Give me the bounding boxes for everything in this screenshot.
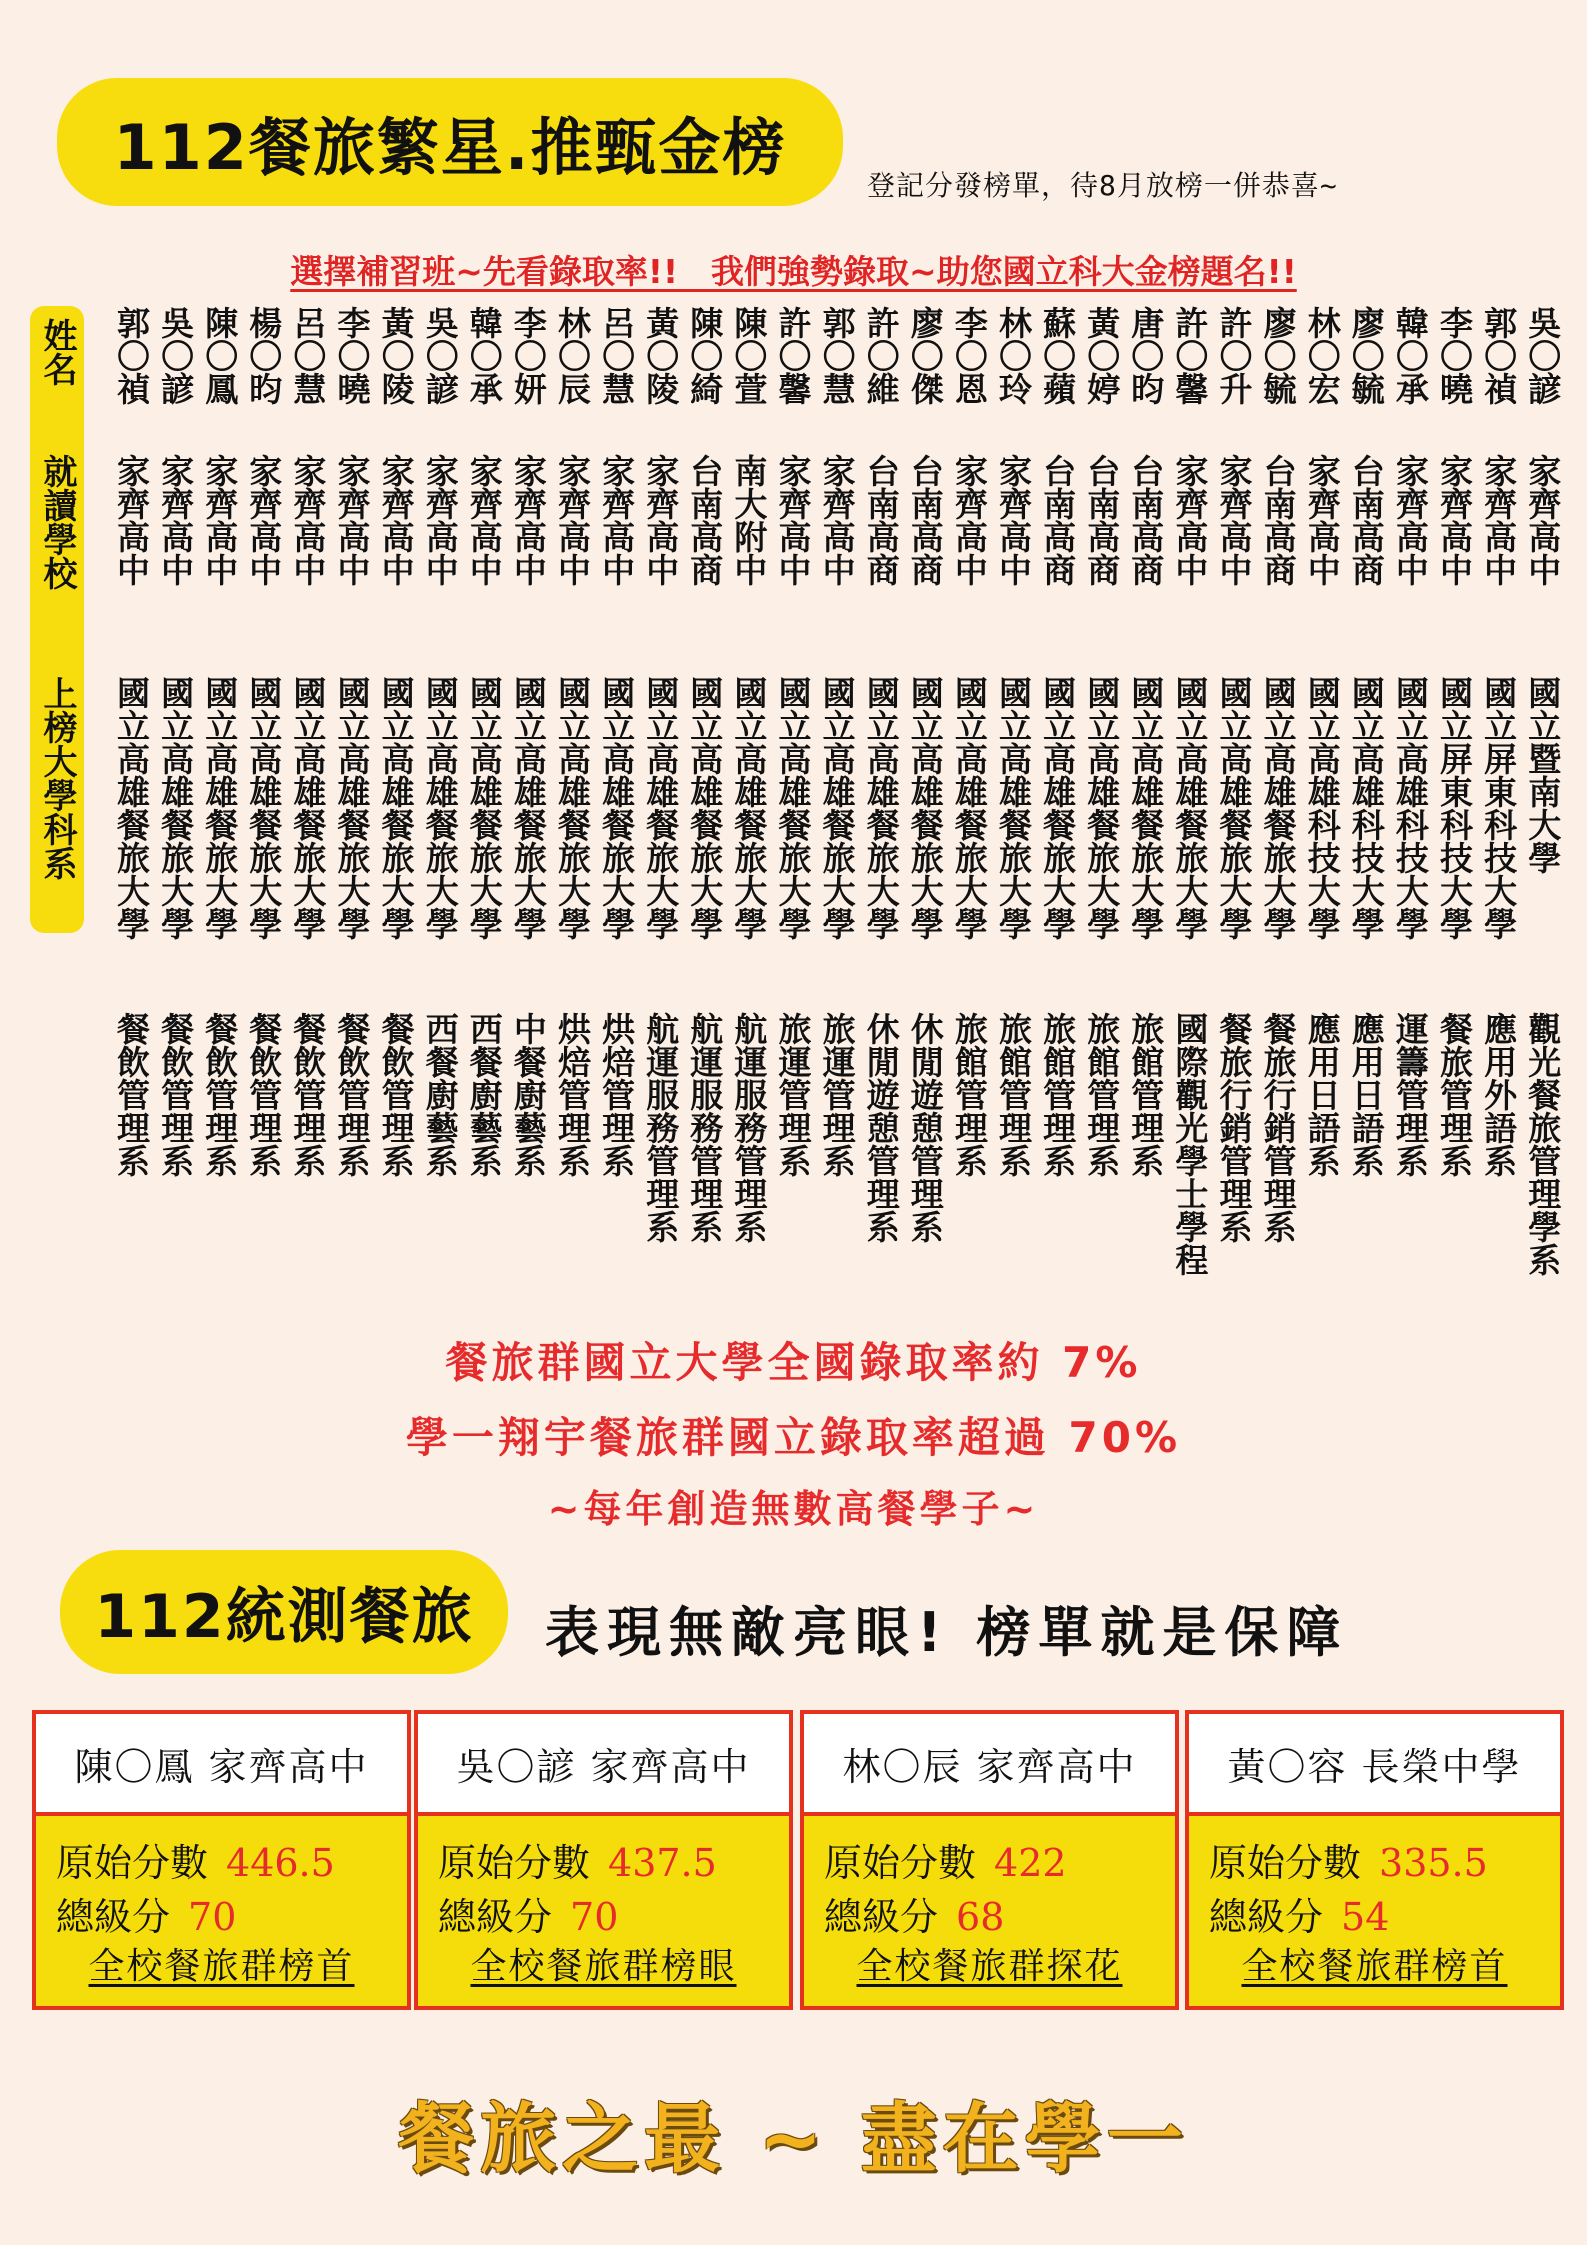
score-card-body bbox=[1189, 1816, 1560, 2006]
student-name: 吳〇諺 bbox=[1523, 306, 1563, 405]
side-label-university: 上榜大學科系 bbox=[37, 676, 77, 880]
student-department: 西餐廚藝系 bbox=[420, 1012, 460, 1177]
honor-label: 全校餐旅群榜首 bbox=[88, 1946, 355, 1987]
student-university: 國立高雄科技大學 bbox=[1346, 676, 1386, 940]
side-label-name: 姓名 bbox=[37, 318, 77, 386]
student-university: 國立高雄科技大學 bbox=[1390, 676, 1430, 940]
student-department: 應用日語系 bbox=[1302, 1012, 1342, 1177]
level-score-row: 總級分 68 bbox=[824, 1895, 1005, 1939]
student-school: 家齊高中 bbox=[156, 454, 196, 586]
side-label-bar bbox=[30, 306, 84, 933]
student-name: 李〇妍 bbox=[508, 306, 548, 405]
subtitle: 登記分發榜單，待8月放榜一併恭喜~ bbox=[867, 169, 1338, 202]
student-school: 家齊高中 bbox=[200, 454, 240, 586]
student-school: 家齊高中 bbox=[1435, 454, 1474, 586]
student-university: 國立高雄科技大學 bbox=[1302, 676, 1342, 940]
student-department: 應用日語系 bbox=[1346, 1012, 1386, 1177]
student-school: 家齊高中 bbox=[1479, 454, 1519, 586]
student-university: 國立高雄餐旅大學 bbox=[861, 676, 901, 940]
student-university: 國立高雄餐旅大學 bbox=[949, 676, 989, 940]
footer-slogan: 餐旅之最 ~ 盡在學一 bbox=[398, 2094, 1189, 2183]
score-card-header: 黃〇容 長榮中學 bbox=[1189, 1714, 1560, 1816]
student-university: 國立高雄餐旅大學 bbox=[244, 676, 284, 940]
student-name: 韓〇承 bbox=[1390, 306, 1430, 405]
student-school: 家齊高中 bbox=[949, 454, 989, 586]
student-university: 國立高雄餐旅大學 bbox=[905, 676, 945, 940]
student-name: 郭〇慧 bbox=[817, 306, 857, 405]
honor-label: 全校餐旅群榜眼 bbox=[470, 1946, 737, 1987]
student-university: 國立高雄餐旅大學 bbox=[553, 676, 592, 940]
student-school: 台南高商 bbox=[1082, 454, 1122, 586]
student-name: 郭〇禎 bbox=[1479, 306, 1519, 405]
student-department: 餐飲管理系 bbox=[332, 1012, 372, 1177]
student-department: 旅館管理系 bbox=[994, 1012, 1033, 1177]
student-name: 陳〇鳳 bbox=[200, 306, 240, 405]
student-university: 國立高雄餐旅大學 bbox=[420, 676, 460, 940]
level-score-row: 總級分 70 bbox=[56, 1895, 237, 1939]
student-department: 餐飲管理系 bbox=[156, 1012, 196, 1177]
student-school: 台南高商 bbox=[1346, 454, 1386, 586]
raw-score-row: 原始分數 422 bbox=[824, 1841, 1067, 1885]
student-name: 唐〇昀 bbox=[1126, 306, 1166, 405]
student-school: 家齊高中 bbox=[332, 454, 372, 586]
student-school: 家齊高中 bbox=[112, 454, 151, 586]
student-university: 國立高雄餐旅大學 bbox=[376, 676, 416, 940]
student-name: 李〇恩 bbox=[949, 306, 989, 405]
student-name: 林〇玲 bbox=[994, 306, 1033, 405]
side-label-school: 就讀學校 bbox=[37, 454, 77, 590]
student-name: 郭〇禎 bbox=[112, 306, 151, 405]
student-school: 家齊高中 bbox=[464, 454, 504, 586]
student-university: 國立高雄餐旅大學 bbox=[1214, 676, 1254, 940]
student-department: 旅館管理系 bbox=[1038, 1012, 1078, 1177]
student-university: 國立屏東科技大學 bbox=[1435, 676, 1474, 940]
section-title: 112統測餐旅 bbox=[60, 1550, 508, 1674]
student-department: 國際觀光學士學程 bbox=[1170, 1012, 1210, 1276]
student-name: 吳〇諺 bbox=[156, 306, 196, 405]
score-card-header: 吳〇諺 家齊高中 bbox=[418, 1714, 789, 1816]
student-university: 國立高雄餐旅大學 bbox=[729, 676, 769, 940]
student-school: 家齊高中 bbox=[817, 454, 857, 586]
student-department: 烘焙管理系 bbox=[553, 1012, 592, 1177]
student-department: 旅館管理系 bbox=[949, 1012, 989, 1177]
student-school: 家齊高中 bbox=[1214, 454, 1254, 586]
student-department: 休閒遊憩管理系 bbox=[861, 1012, 901, 1243]
score-card-body bbox=[36, 1816, 407, 2006]
student-department: 中餐廚藝系 bbox=[508, 1012, 548, 1177]
student-school: 台南高商 bbox=[1258, 454, 1298, 586]
score-card bbox=[1185, 1710, 1564, 2010]
score-card-body bbox=[418, 1816, 789, 2006]
raw-score-row: 原始分數 335.5 bbox=[1209, 1841, 1488, 1885]
student-university: 國立高雄餐旅大學 bbox=[1170, 676, 1210, 940]
student-department: 餐飲管理系 bbox=[200, 1012, 240, 1177]
student-school: 台南高商 bbox=[905, 454, 945, 586]
student-school: 家齊高中 bbox=[244, 454, 284, 586]
student-school: 家齊高中 bbox=[1170, 454, 1210, 586]
student-department: 旅館管理系 bbox=[1126, 1012, 1166, 1177]
student-name: 黃〇陵 bbox=[376, 306, 416, 405]
student-school: 家齊高中 bbox=[288, 454, 328, 586]
student-school: 南大附中 bbox=[729, 454, 769, 586]
stat-slogan: ~每年創造無數高餐學子~ bbox=[547, 1487, 1040, 1531]
score-card-header: 林〇辰 家齊高中 bbox=[804, 1714, 1175, 1816]
promo-banner: 選擇補習班~先看錄取率!! 我們強勢錄取~助您國立科大金榜題名!! bbox=[290, 252, 1297, 291]
student-university: 國立高雄餐旅大學 bbox=[200, 676, 240, 940]
raw-score-row: 原始分數 437.5 bbox=[438, 1841, 717, 1885]
student-school: 家齊高中 bbox=[1302, 454, 1342, 586]
student-university: 國立高雄餐旅大學 bbox=[112, 676, 151, 940]
student-university: 國立屏東科技大學 bbox=[1479, 676, 1519, 940]
student-department: 烘焙管理系 bbox=[597, 1012, 637, 1177]
student-school: 家齊高中 bbox=[641, 454, 681, 586]
student-name: 許〇馨 bbox=[1170, 306, 1210, 405]
student-name: 呂〇慧 bbox=[288, 306, 328, 405]
score-card bbox=[800, 1710, 1179, 2010]
stat-national-rate: 餐旅群國立大學全國錄取率約 7% bbox=[445, 1338, 1142, 1387]
student-name: 黃〇婷 bbox=[1082, 306, 1122, 405]
student-university: 國立高雄餐旅大學 bbox=[156, 676, 196, 940]
student-name: 許〇馨 bbox=[773, 306, 813, 405]
student-department: 餐旅行銷管理系 bbox=[1258, 1012, 1298, 1243]
student-university: 國立高雄餐旅大學 bbox=[994, 676, 1033, 940]
student-school: 家齊高中 bbox=[994, 454, 1033, 586]
student-name: 吳〇諺 bbox=[420, 306, 460, 405]
student-school: 台南高商 bbox=[1038, 454, 1078, 586]
student-name: 陳〇綺 bbox=[685, 306, 725, 405]
student-department: 餐飲管理系 bbox=[376, 1012, 416, 1177]
student-department: 餐飲管理系 bbox=[288, 1012, 328, 1177]
level-score-row: 總級分 54 bbox=[1209, 1895, 1390, 1939]
student-name: 韓〇承 bbox=[464, 306, 504, 405]
student-department: 航運服務管理系 bbox=[729, 1012, 769, 1243]
student-name: 楊〇昀 bbox=[244, 306, 284, 405]
stat-school-rate: 學一翔宇餐旅群國立錄取率超過 70% bbox=[405, 1413, 1182, 1462]
student-school: 家齊高中 bbox=[376, 454, 416, 586]
student-school: 家齊高中 bbox=[1523, 454, 1563, 586]
student-department: 餐飲管理系 bbox=[112, 1012, 151, 1177]
student-university: 國立高雄餐旅大學 bbox=[1082, 676, 1122, 940]
student-name: 陳〇萱 bbox=[729, 306, 769, 405]
student-name: 廖〇毓 bbox=[1346, 306, 1386, 405]
raw-score-row: 原始分數 446.5 bbox=[56, 1841, 335, 1885]
student-university: 國立高雄餐旅大學 bbox=[1126, 676, 1166, 940]
student-school: 家齊高中 bbox=[420, 454, 460, 586]
student-school: 台南高商 bbox=[685, 454, 725, 586]
student-university: 國立高雄餐旅大學 bbox=[597, 676, 637, 940]
student-name: 李〇曉 bbox=[1435, 306, 1474, 405]
student-school: 家齊高中 bbox=[1390, 454, 1430, 586]
student-university: 國立高雄餐旅大學 bbox=[1258, 676, 1298, 940]
student-university: 國立高雄餐旅大學 bbox=[1038, 676, 1078, 940]
student-school: 家齊高中 bbox=[597, 454, 637, 586]
student-name: 廖〇毓 bbox=[1258, 306, 1298, 405]
student-department: 應用外語系 bbox=[1479, 1012, 1519, 1177]
student-name: 林〇宏 bbox=[1302, 306, 1342, 405]
student-university: 國立高雄餐旅大學 bbox=[508, 676, 548, 940]
student-department: 西餐廚藝系 bbox=[464, 1012, 504, 1177]
student-department: 餐旅行銷管理系 bbox=[1214, 1012, 1254, 1243]
student-department: 運籌管理系 bbox=[1390, 1012, 1430, 1177]
honor-label: 全校餐旅群探花 bbox=[856, 1946, 1123, 1987]
student-name: 許〇維 bbox=[861, 306, 901, 405]
student-university: 國立高雄餐旅大學 bbox=[332, 676, 372, 940]
student-department: 餐旅管理系 bbox=[1435, 1012, 1474, 1177]
score-card bbox=[32, 1710, 411, 2010]
student-department: 旅運管理系 bbox=[773, 1012, 813, 1177]
score-card-header: 陳〇鳳 家齊高中 bbox=[36, 1714, 407, 1816]
student-department: 旅運管理系 bbox=[817, 1012, 857, 1177]
student-school: 台南高商 bbox=[1126, 454, 1166, 586]
score-card-body bbox=[804, 1816, 1175, 2006]
student-name: 李〇曉 bbox=[332, 306, 372, 405]
student-name: 廖〇傑 bbox=[905, 306, 945, 405]
score-card bbox=[414, 1710, 793, 2010]
student-department: 航運服務管理系 bbox=[685, 1012, 725, 1243]
student-school: 家齊高中 bbox=[773, 454, 813, 586]
student-name: 許〇升 bbox=[1214, 306, 1254, 405]
student-university: 國立高雄餐旅大學 bbox=[773, 676, 813, 940]
student-university: 國立高雄餐旅大學 bbox=[464, 676, 504, 940]
honor-label: 全校餐旅群榜首 bbox=[1241, 1946, 1508, 1987]
student-school: 家齊高中 bbox=[553, 454, 592, 586]
section-tagline: 表現無敵亮眼! 榜單就是保障 bbox=[545, 1601, 1349, 1664]
page-title: 112餐旅繁星.推甄金榜 bbox=[57, 78, 843, 206]
student-name: 呂〇慧 bbox=[597, 306, 637, 405]
student-department: 餐飲管理系 bbox=[244, 1012, 284, 1177]
student-school: 台南高商 bbox=[861, 454, 901, 586]
student-university: 國立高雄餐旅大學 bbox=[685, 676, 725, 940]
student-school: 家齊高中 bbox=[508, 454, 548, 586]
student-university: 國立暨南大學 bbox=[1523, 676, 1563, 874]
student-name: 蘇〇蘋 bbox=[1038, 306, 1078, 405]
student-university: 國立高雄餐旅大學 bbox=[817, 676, 857, 940]
student-department: 休閒遊憩管理系 bbox=[905, 1012, 945, 1243]
student-university: 國立高雄餐旅大學 bbox=[288, 676, 328, 940]
student-name: 黃〇陵 bbox=[641, 306, 681, 405]
student-department: 觀光餐旅管理學系 bbox=[1523, 1012, 1563, 1276]
level-score-row: 總級分 70 bbox=[438, 1895, 619, 1939]
student-university: 國立高雄餐旅大學 bbox=[641, 676, 681, 940]
student-department: 旅館管理系 bbox=[1082, 1012, 1122, 1177]
student-department: 航運服務管理系 bbox=[641, 1012, 681, 1243]
student-name: 林〇辰 bbox=[553, 306, 592, 405]
